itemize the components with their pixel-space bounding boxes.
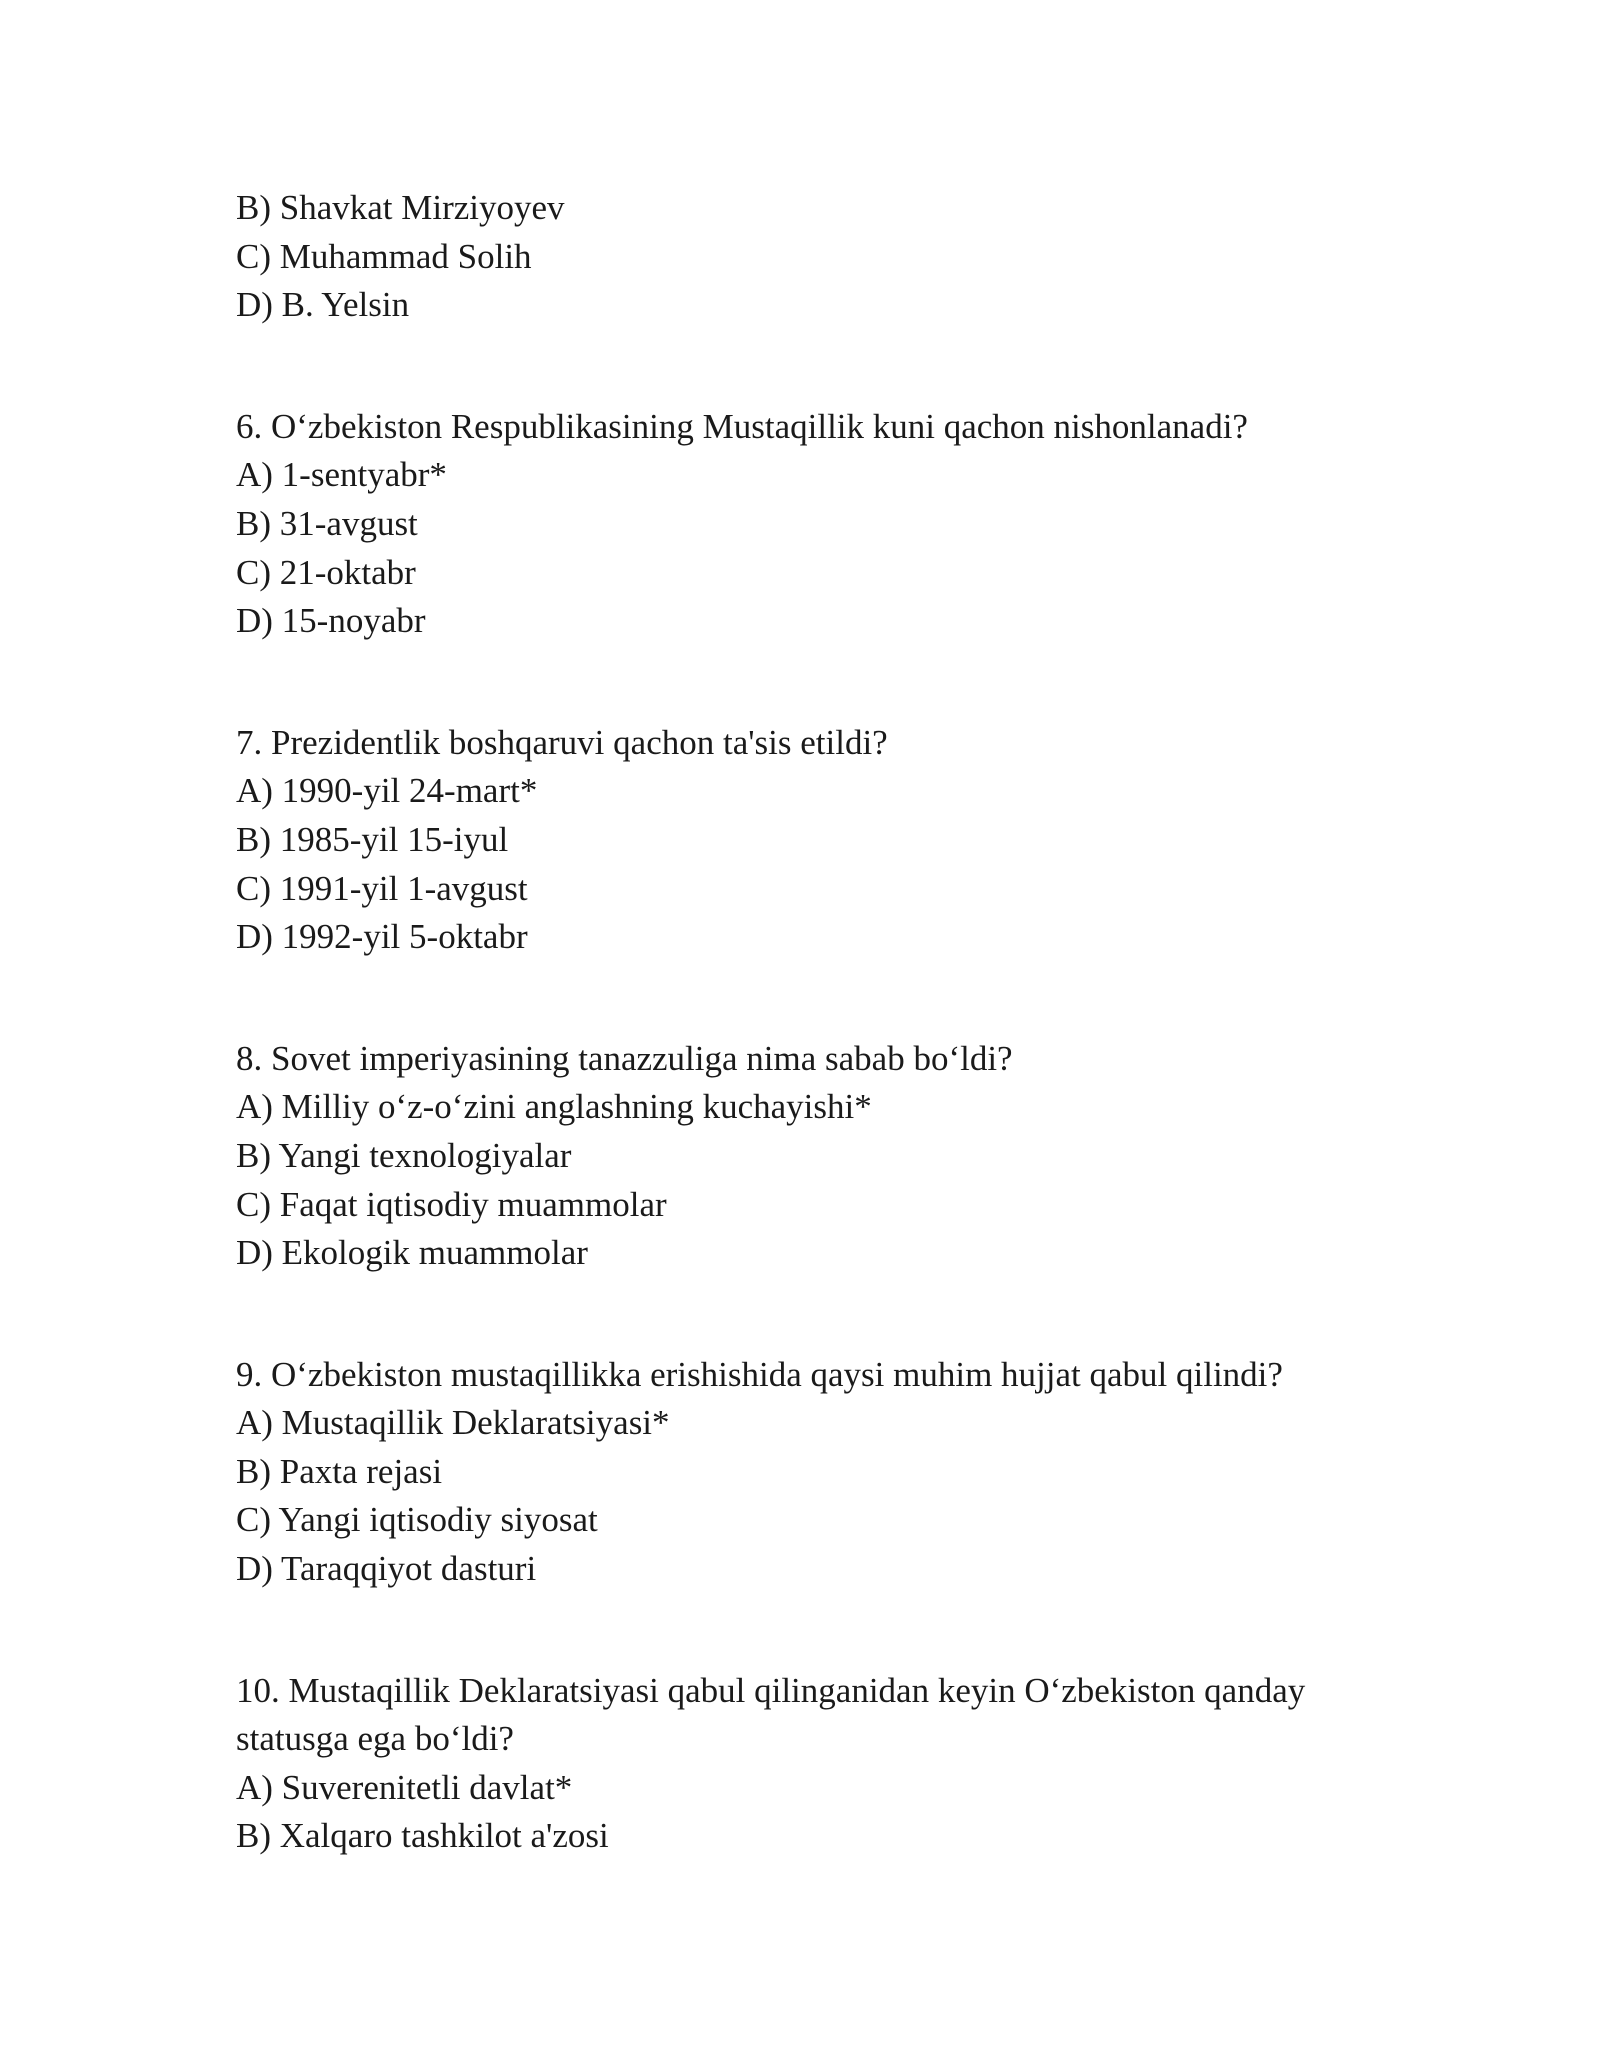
option-c: C) Faqat iqtisodiy muammolar (236, 1184, 667, 1224)
option-d: D) Taraqqiyot dasturi (236, 1549, 537, 1589)
option-c: C) Muhammad Solih (236, 236, 532, 276)
question-text: 10. Mustaqillik Deklaratsiyasi qabul qilinganidan keyin O‘zbekiston qanday statusga ega bo‘ldi? (236, 1670, 1314, 1759)
option-c: C) 21-oktabr (236, 552, 416, 592)
question-text: 9. O‘zbekiston mustaqillikka erishishida qaysi muhim hujjat qabul qilindi? (236, 1354, 1283, 1394)
question-6 (236, 403, 1376, 646)
option-b: B) 31-avgust (236, 503, 418, 543)
option-c: C) 1991-yil 1-avgust (236, 868, 528, 908)
question-10 (236, 1667, 1376, 1861)
option-b: B) 1985-yil 15-iyul (236, 819, 509, 859)
quiz-content (236, 184, 1376, 1861)
option-a: A) Milliy o‘z-o‘zini anglashning kuchayishi* (236, 1087, 872, 1127)
option-a: A) Suverenitetli davlat* (236, 1767, 573, 1807)
question-9 (236, 1351, 1376, 1594)
question-7 (236, 719, 1376, 962)
option-a: A) 1990-yil 24-mart* (236, 771, 538, 811)
option-c: C) Yangi iqtisodiy siyosat (236, 1500, 598, 1540)
question-text: 6. O‘zbekiston Respublikasining Mustaqillik kuni qachon nishonlanadi? (236, 406, 1248, 446)
option-b: B) Xalqaro tashkilot a'zosi (236, 1816, 609, 1856)
option-b: B) Yangi texnologiyalar (236, 1135, 572, 1175)
option-b: B) Paxta rejasi (236, 1451, 443, 1491)
option-b: B) Shavkat Mirziyoyev (236, 188, 565, 227)
option-d: D) B. Yelsin (236, 285, 410, 325)
option-a: A) Mustaqillik Deklaratsiyasi* (236, 1403, 670, 1443)
question-8 (236, 1035, 1376, 1278)
question-text: 8. Sovet imperiyasining tanazzuliga nima sabab bo‘ldi? (236, 1038, 1013, 1078)
option-a: A) 1-sentyabr* (236, 455, 447, 495)
option-d: D) 15-noyabr (236, 601, 426, 641)
question-text: 7. Prezidentlik boshqaruvi qachon ta'sis etildi? (236, 722, 888, 762)
option-d: D) Ekologik muammolar (236, 1233, 588, 1273)
option-d: D) 1992-yil 5-oktabr (236, 917, 528, 957)
previous-question-options (236, 184, 1376, 330)
